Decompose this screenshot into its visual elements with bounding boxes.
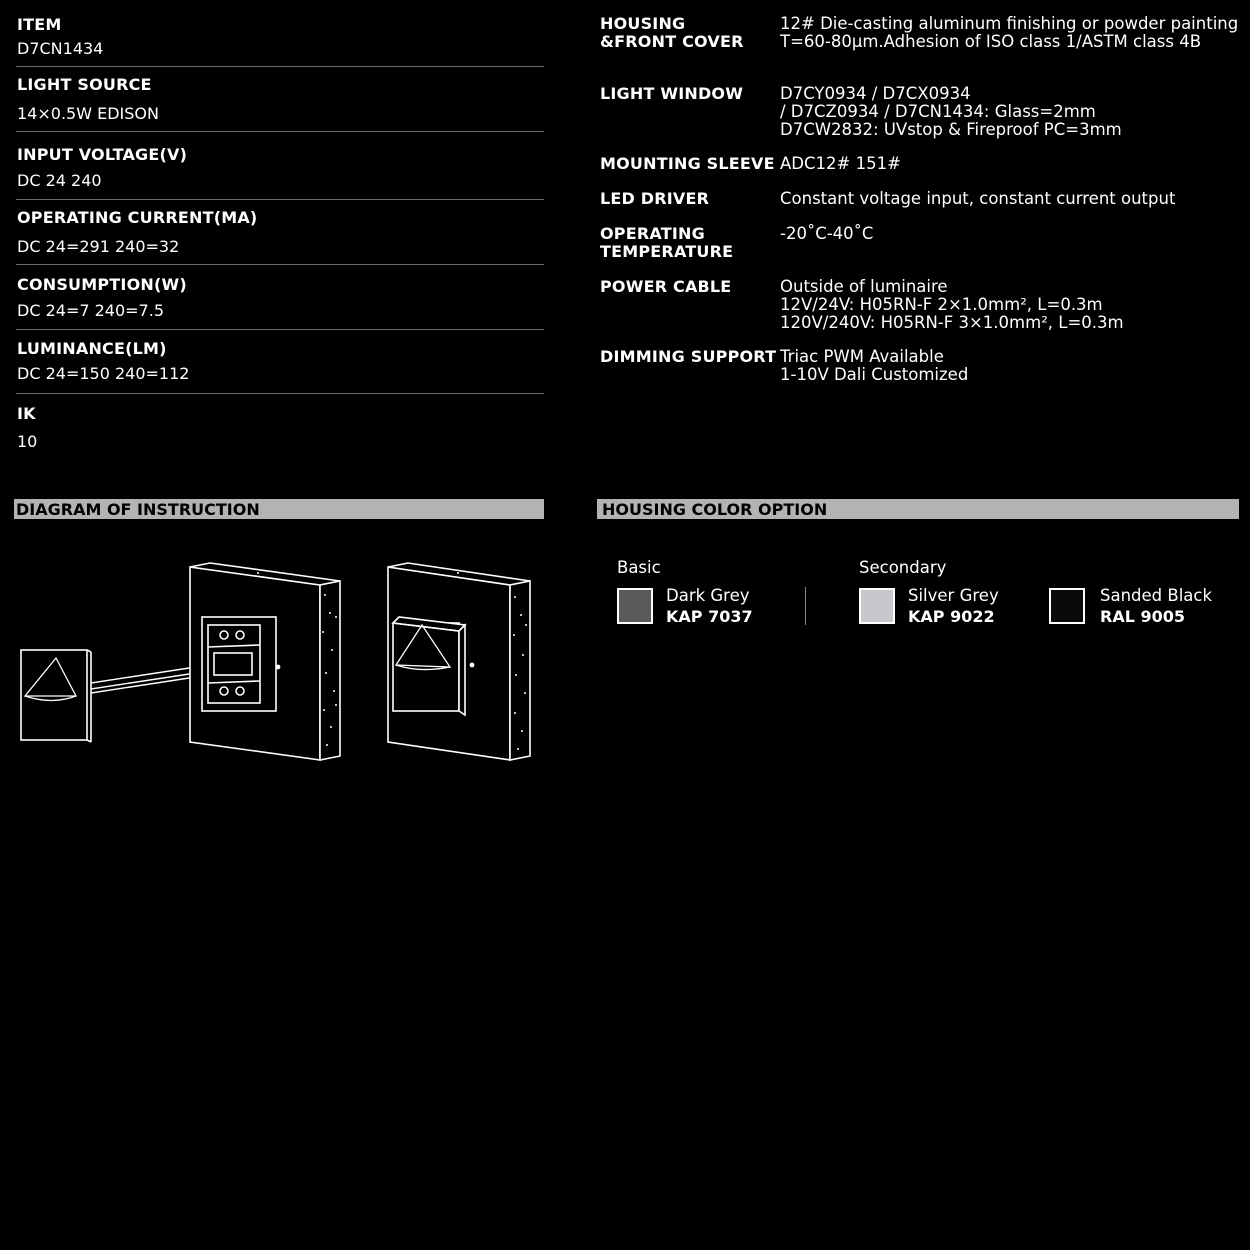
color-divider — [805, 587, 806, 625]
swatch-name: Silver Grey — [908, 586, 999, 605]
spec-label: LIGHT SOURCE — [17, 75, 152, 94]
spec-row-ik — [16, 394, 544, 454]
spec-label-light-window: LIGHT WINDOW — [600, 84, 744, 103]
spec-value: DC 24 240 — [17, 171, 102, 190]
spec-value-mounting-sleeve: ADC12# 151# — [780, 154, 901, 173]
swatch-name: Dark Grey — [666, 586, 750, 605]
spec-value-light-window: D7CY0934 / D7CX0934 / D7CZ0934 / D7CN1434: Glass=2mm D7CW2832: UVstop & Fireproof PC=3mm — [780, 84, 1122, 139]
swatch-dark-grey[interactable] — [617, 588, 653, 624]
spec-value: DC 24=7 240=7.5 — [17, 301, 164, 320]
spec-label: INPUT VOLTAGE(V) — [17, 145, 188, 164]
swatch-silver-grey[interactable] — [859, 588, 895, 624]
wall-with-installed-luminaire — [388, 563, 530, 760]
spec-row-luminance — [16, 330, 544, 394]
swatch-sanded-black[interactable] — [1049, 588, 1085, 624]
spec-value: 10 — [17, 432, 38, 451]
spec-value-power-cable: Outside of luminaire 12V/24V: H05RN-F 2×1.0mm², L=0.3m 120V/240V: H05RN-F 3×1.0mm², L=0.3m — [780, 277, 1124, 332]
color-section-title: HOUSING COLOR OPTION — [597, 499, 1239, 519]
luminaire-front-view — [21, 650, 91, 742]
spec-value: DC 24=150 240=112 — [17, 364, 190, 383]
swatch-code: KAP 9022 — [908, 607, 995, 626]
spec-label-power-cable: POWER CABLE — [600, 277, 732, 296]
spec-value-dimming-support: Triac PWM Available 1-10V Dali Customized — [780, 347, 969, 384]
swatch-code: RAL 9005 — [1100, 607, 1185, 626]
spec-value: 14×0.5W EDISON — [17, 104, 159, 123]
spec-value: D7CN1434 — [17, 39, 104, 58]
diagram-section-title: DIAGRAM OF INSTRUCTION — [14, 499, 544, 519]
swatch-name: Sanded Black — [1100, 586, 1213, 605]
spec-label: CONSUMPTION(W) — [17, 275, 187, 294]
spec-value-operating-temperature: -20˚C-40˚C — [780, 224, 874, 243]
swatch-code: KAP 7037 — [666, 607, 753, 626]
spec-label-operating-temperature: OPERATING TEMPERATURE — [600, 224, 734, 261]
spec-value: DC 24=291 240=32 — [17, 237, 180, 256]
wall-with-mounting-box — [190, 563, 340, 760]
spec-label: ITEM — [17, 15, 62, 34]
color-group-secondary-label: Secondary — [859, 558, 947, 577]
spec-row-operating-current — [16, 200, 544, 265]
spec-row-consumption — [16, 265, 544, 330]
spec-row-light-source — [16, 67, 544, 132]
spec-row-input-voltage — [16, 132, 544, 200]
spec-row-item — [16, 0, 544, 67]
spec-value-housing: 12# Die-casting aluminum finishing or powder painting T=60-80μm.Adhesion of ISO class 1/ASTM class 4B — [780, 14, 1239, 51]
spec-value-led-driver: Constant voltage input, constant current output — [780, 189, 1176, 208]
spec-label: IK — [17, 404, 36, 423]
spec-label-housing: HOUSING &FRONT COVER — [600, 14, 744, 51]
spec-table-left — [16, 0, 544, 454]
spec-label-mounting-sleeve: MOUNTING SLEEVE — [600, 154, 775, 173]
spec-label-led-driver: LED DRIVER — [600, 189, 710, 208]
spec-label-dimming-support: DIMMING SUPPORT — [600, 347, 777, 366]
color-group-basic-label: Basic — [617, 558, 661, 577]
spec-label: LUMINANCE(LM) — [17, 339, 167, 358]
spec-label: OPERATING CURRENT(MA) — [17, 208, 258, 227]
installation-diagram — [10, 555, 550, 775]
